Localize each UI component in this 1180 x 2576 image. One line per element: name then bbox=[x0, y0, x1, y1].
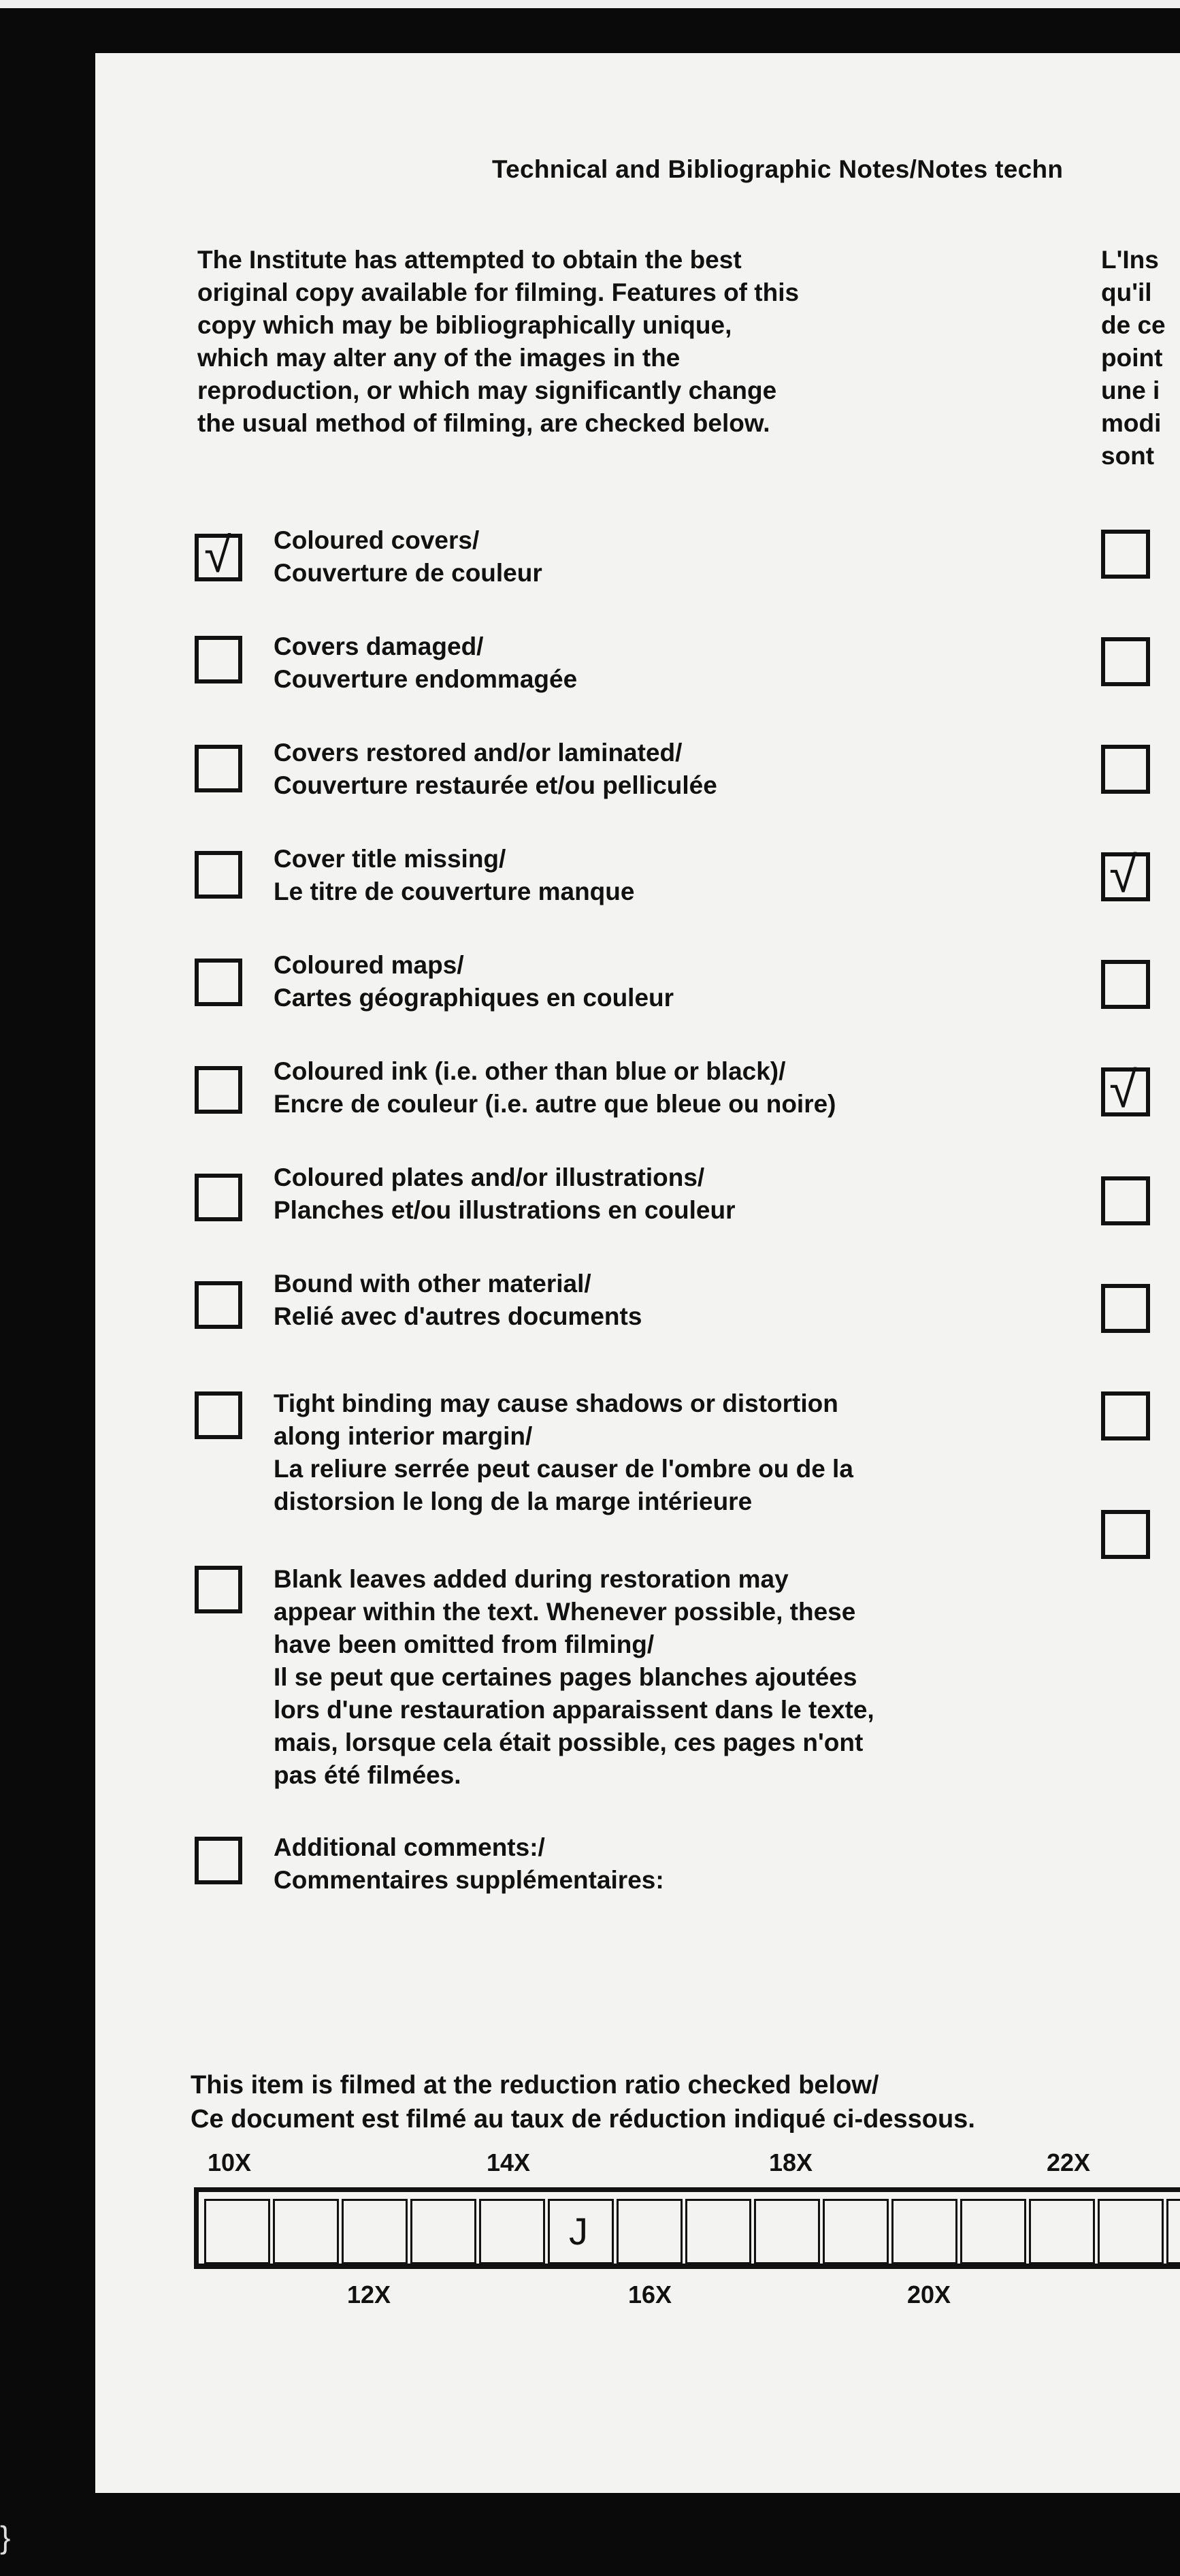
checkbox-right[interactable] bbox=[1101, 530, 1150, 579]
checklist-item-label bbox=[274, 1387, 853, 1518]
checklist-item-line: pas été filmées. bbox=[274, 1761, 461, 1789]
reduction-ratio-note bbox=[191, 2068, 975, 2136]
checklist-item-line: Encre de couleur (i.e. autre que bleue ou noire) bbox=[274, 1090, 836, 1118]
checklist-item-line: mais, lorsque cela était possible, ces pages n'ont bbox=[274, 1728, 864, 1756]
intro-fr-line: de ce bbox=[1101, 311, 1166, 339]
checklist-item-line: Relié avec d'autres documents bbox=[274, 1302, 642, 1330]
checklist-item-line: Additional comments:/ bbox=[274, 1833, 545, 1861]
checkbox[interactable] bbox=[195, 959, 242, 1006]
checklist-item-line: Planches et/ou illustrations en couleur bbox=[274, 1196, 736, 1224]
checklist-item-label bbox=[274, 1831, 664, 1897]
checkbox-right[interactable] bbox=[1101, 1510, 1150, 1559]
intro-line: The Institute has attempted to obtain the best bbox=[197, 246, 742, 274]
checklist-item-line: lors d'une restauration apparaissent dans le texte, bbox=[274, 1696, 874, 1724]
checklist-item-label bbox=[274, 524, 542, 590]
checklist-item-label bbox=[274, 1268, 642, 1333]
intro-fr-line: modi bbox=[1101, 409, 1162, 437]
scale-label-bottom: 12X bbox=[347, 2281, 391, 2308]
intro-line: copy which may be bibliographically unique, bbox=[197, 311, 732, 339]
checklist-item-line: Coloured maps/ bbox=[274, 951, 464, 979]
checklist-item-label bbox=[274, 949, 674, 1014]
checkbox-right[interactable] bbox=[1101, 1061, 1150, 1118]
ratio-check-mark: J bbox=[569, 2210, 588, 2253]
ratio-cell[interactable] bbox=[410, 2199, 476, 2264]
ratio-line: This item is filmed at the reduction ratio checked below/ bbox=[191, 2071, 879, 2099]
checklist-item-line: Le titre de couverture manque bbox=[274, 878, 635, 905]
scale-label-top: 18X bbox=[769, 2148, 813, 2176]
intro-fr-line: qu'il bbox=[1101, 278, 1152, 306]
ratio-cell[interactable] bbox=[1029, 2199, 1095, 2264]
check-mark-icon: √ bbox=[1109, 1061, 1137, 1118]
checkbox[interactable] bbox=[195, 1391, 242, 1439]
checkbox-right[interactable] bbox=[1101, 637, 1150, 686]
intro-line: reproduction, or which may significantly change bbox=[197, 376, 777, 404]
checklist-item-line: Cover title missing/ bbox=[274, 845, 506, 873]
checklist-item-line: Il se peut que certaines pages blanches ajoutées bbox=[274, 1663, 857, 1691]
checklist-item-line: Cartes géographiques en couleur bbox=[274, 984, 674, 1012]
checklist-item-line: Covers restored and/or laminated/ bbox=[274, 739, 683, 767]
ratio-cell[interactable] bbox=[273, 2199, 339, 2264]
checklist-item-label bbox=[274, 1055, 836, 1121]
checkbox[interactable] bbox=[195, 636, 242, 683]
ratio-cell[interactable] bbox=[1098, 2199, 1164, 2264]
checklist-item-line: Coloured covers/ bbox=[274, 526, 480, 554]
scale-label-top: 22X bbox=[1047, 2148, 1091, 2176]
intro-fr-line: point bbox=[1101, 344, 1163, 372]
page-heading: Technical and Bibliographic Notes/Notes techn bbox=[492, 155, 1064, 183]
checklist-item-line: have been omitted from filming/ bbox=[274, 1630, 655, 1658]
checkbox[interactable] bbox=[195, 851, 242, 899]
checklist-item-line: Coloured plates and/or illustrations/ bbox=[274, 1163, 705, 1191]
checklist-item-line: along interior margin/ bbox=[274, 1422, 533, 1450]
checkbox[interactable] bbox=[195, 1066, 242, 1114]
checklist-item-line: Covers damaged/ bbox=[274, 632, 484, 660]
scale-label-top: 10X bbox=[208, 2148, 252, 2176]
checklist-item-label bbox=[274, 737, 717, 802]
checklist-item-line: Bound with other material/ bbox=[274, 1270, 591, 1298]
intro-fr-line: une i bbox=[1101, 376, 1160, 404]
reduction-grid bbox=[194, 2187, 1180, 2269]
checkbox[interactable] bbox=[195, 1837, 242, 1884]
intro-fr-line: L'Ins bbox=[1101, 246, 1159, 274]
checklist-item-line: Couverture de couleur bbox=[274, 559, 542, 587]
ratio-cell[interactable] bbox=[960, 2199, 1026, 2264]
checkbox-right[interactable] bbox=[1101, 960, 1150, 1009]
ratio-cell[interactable] bbox=[685, 2199, 751, 2264]
checklist-item-label bbox=[274, 1161, 735, 1227]
ratio-cell[interactable] bbox=[754, 2199, 820, 2264]
checklist-item-label bbox=[274, 1563, 874, 1792]
ratio-cell[interactable] bbox=[823, 2199, 889, 2264]
document-page bbox=[95, 53, 1180, 2493]
checklist-item-line: appear within the text. Whenever possible, these bbox=[274, 1598, 856, 1626]
ratio-cell[interactable] bbox=[204, 2199, 270, 2264]
checklist-item-line: Commentaires supplémentaires: bbox=[274, 1866, 664, 1894]
intro-line: the usual method of filming, are checked below. bbox=[197, 409, 770, 437]
checkbox-right[interactable] bbox=[1101, 846, 1150, 903]
checklist-item-line: Couverture endommagée bbox=[274, 665, 578, 693]
checkbox[interactable] bbox=[195, 1281, 242, 1329]
scale-label-bottom: 16X bbox=[628, 2281, 672, 2308]
check-mark-icon: √ bbox=[1109, 846, 1137, 903]
ratio-cell[interactable] bbox=[479, 2199, 545, 2264]
ratio-cell[interactable] bbox=[891, 2199, 957, 2264]
scan-artifact-glyph: } bbox=[0, 2519, 11, 2555]
checklist-item-line: La reliure serrée peut causer de l'ombre ou de la bbox=[274, 1455, 853, 1483]
ratio-cell[interactable] bbox=[342, 2199, 408, 2264]
scan-edge bbox=[0, 0, 1180, 8]
checkbox-right[interactable] bbox=[1101, 1284, 1150, 1333]
intro-french-cropped bbox=[1101, 244, 1180, 472]
scale-label-bottom: 20X bbox=[907, 2281, 951, 2308]
checklist-item-line: Couverture restaurée et/ou pelliculée bbox=[274, 771, 717, 799]
intro-fr-line: sont bbox=[1101, 442, 1155, 470]
intro-line: which may alter any of the images in the bbox=[197, 344, 681, 372]
checklist-item-line: Blank leaves added during restoration may bbox=[274, 1565, 789, 1593]
checkbox[interactable] bbox=[195, 1566, 242, 1613]
checkbox[interactable] bbox=[195, 528, 242, 583]
checkbox-right[interactable] bbox=[1101, 1176, 1150, 1225]
ratio-cell[interactable] bbox=[548, 2199, 614, 2264]
ratio-line: Ce document est filmé au taux de réduction indiqué ci-dessous. bbox=[191, 2105, 975, 2134]
checkbox[interactable] bbox=[195, 1174, 242, 1221]
intro-line: original copy available for filming. Features of this bbox=[197, 278, 800, 306]
scale-label-top: 14X bbox=[487, 2148, 531, 2176]
checklist-item-label bbox=[274, 630, 577, 696]
intro-english bbox=[197, 244, 973, 440]
checklist-item-line: distorsion le long de la marge intérieure bbox=[274, 1487, 753, 1515]
check-mark-icon: √ bbox=[204, 528, 231, 583]
ratio-cell[interactable] bbox=[617, 2199, 683, 2264]
checklist-item-line: Coloured ink (i.e. other than blue or black)/ bbox=[274, 1057, 786, 1085]
checkbox-right[interactable] bbox=[1101, 1391, 1150, 1440]
checkbox[interactable] bbox=[195, 745, 242, 792]
checklist-item-label bbox=[274, 843, 634, 908]
checklist-item-line: Tight binding may cause shadows or distortion bbox=[274, 1389, 838, 1417]
ratio-cell[interactable] bbox=[1166, 2199, 1180, 2264]
checkbox-right[interactable] bbox=[1101, 745, 1150, 794]
